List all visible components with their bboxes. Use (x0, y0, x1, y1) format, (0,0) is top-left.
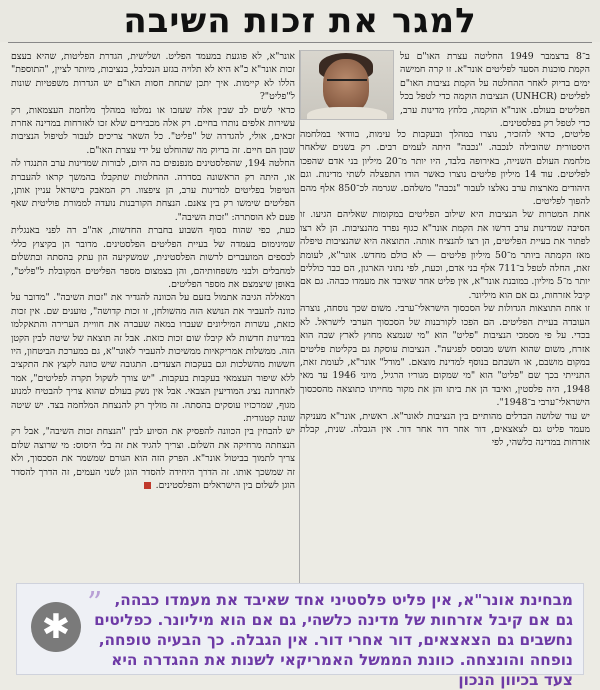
left-last-paragraph: יש להבחין בין הכוונה להפסיק את הסיוע לבין "הנצחת זכות השיבה", אבל רק הנצחתה מרחיקה את השלום. וצריך להגיד את זה בלי היסוס: מי שרוצה שלום צריך לתמוך בביטול אונר"א. הפרק הזה הוא הגורם שמשמר את הסכסוך, ולא זה שמשכך אותו. זה הדרך היחידה להסדר הוגן לשני העמים, זה הדרך להסדר הוגן לשלום בין הישראלים והפלסטינים. (11, 426, 295, 491)
asterisk-badge-icon (31, 602, 81, 652)
article-right-body (300, 128, 590, 450)
right-paragraph: פליטים, כדאי להזכיר, נוצרו במהלך ובעקבות כל עימות, בוודאי במלחמה היסטורית שהובילה לנכבה. "נכבה" היתה לעמים רבים. רק בשנים שלאחר מלחמת העולם השנייה, באירופה בלבד, היו יותר מ־20 מיליון בני אדם שהפכו לפליטים. עוד 14 מיליון פליטים נוצרו כאשר הודו התפצלה לשתי מדינות. וגם היהודים מארצות ערב נאלצו לעבור "נכבה" משלהם. שגרמה לכ־850 אלף מהם להפוך לפליטים. (300, 129, 590, 208)
author-shirt (307, 107, 387, 120)
left-paragraph (11, 425, 295, 492)
headline-rule (8, 42, 592, 43)
left-paragraph: כדאי לשים לב שבין אלה שעזבו או נמלטו במהלך מלחמת העצמאות, רק עשירות אלפים נותרו בחיים. רק אלה מכבירים שלא זכו לאזרחות במדינה אחרת זכאים, אולי, להגדרה של "פליט". כל השאר צריכים לעבור לטיפול הנציבות שבון הם חיים. זה בדיוק מה שהוחלט על ידי עצרת האו"ם. (11, 104, 295, 156)
right-paragraph: יש עוד שלושה הבדלים מהותיים בין הנציבות לאונר"א. ראשית, אונר"א מעניקה מעמד פליט גם לצאצאים, דור אחר דור אחר דור. אין הגבלה. שנית, קבלת אזרחות במדינה כלשהי, לפי (300, 410, 590, 449)
asterisk-icon: ✱ (41, 607, 71, 647)
right-paragraph: אחת המטרות של הנציבות היא שילוב הפליטים במקומות שאליהם הגיעו. זו הסיבה שמדינות ערב דרשו את הקמת אונר"א כגוף נפרד מהנציבות. הן לא רצו לפתור את בעיית הפליטים, הן רצו להנציח אותה. התוצאה היא שהנציבות טיפלה מאז הקמתה ביותר מ־50 מיליון פליטים — לא כולם מחדש. אונר"א, לעומת זאת, החלה לטפל ב־711 אלף בני אדם, וכעת, לפי נתוני הארגון, הם כבר כוללים יותר מ־5 מיליון. במובנת אונר"א, אין פליט אחד שאיבד את מעמדו כבהה. גם אם קיבל אזרחות, גם אם הוא מיליונר. (300, 209, 590, 301)
left-paragraph: החלטה 194, שהפלסטינים מנפנפים בה היום, לבורות שמדינות ערב התנגדו לה או, היתה רק הראשונה בסדרה. ההחלטות שתקבלו בהמשך קראו להעברת הטיפול בפליטים למדינות ערב, הן ציפצוו. רק המאבק בישראל עניין אותן, הפליטים שימשו רק בין צאנם. הנצחת הקורבנות נועדה לממורת פוליטית שאף פעם לא הוסתרה: "זכות השיבה". (11, 158, 295, 223)
left-paragraph: אונר"א, לא פוגעת במעמד הפליט. ושלישית, הגדרת הפליטות, שהיא בעצם זכות אונר"א כ"א היא לא תלויה בגזע הנכלבל, בנציבות, מיותר לציין, "התוספת" הללו לא קיימות. איך יתכן שתחת חסות האו"ם יש הגדרות משפטיות שונות ל"פליט"? (11, 51, 295, 103)
pull-quote-box (16, 583, 584, 689)
article-intro (400, 50, 590, 130)
end-mark-icon (144, 482, 151, 489)
pull-quote-text: מבחינת אונר"א, אין פליט פלסטיני אחד שאיבד את מעמדו כבהה, גם אם קיבל אזרחות של מדינה כלשהי, גם אם הוא מיליונר. כפליטים נחשבים גם הצאצאים, דור אחרי דור. אין הגבלה. כך הבעיה טופחה, נופחה והונצחה. כוונת הממשל האמריקאי לשנות את ההגדרה היא צעד בכיוון הנכון (94, 591, 573, 689)
quote-mark-icon: ” (87, 586, 103, 621)
left-paragraph: רמאללה הגיבה אתמול בזעם על הכוונה להגדיר את "זכות השיבה". "מדובר על כוונה להעביר את הנושא הזה מהשולחן, זו זכות קדושה", טוענים שם. אין זכות כזאת, עשרות המיליונים שעברו במאה שעברה את חוויית הערירה והתאקלמו במדינות חדשות לא קיבלו שום זכות כזאת. אבל זה תוצאה של שיטה לבין הקטן הזה. ממשלות אמריקאיות ממשיכות להעביר לאונר"א, גם במערכת הביטחון, היו חששות מהשלכות וגם בעקבות הצעדים. התגובה שיש כוונה לקצץ את התקציב ללא שיפור העצמאי בעקבות בעקבות. "יש צורך לשקול תקרה לפליטים", אמר לאחרונה נציג המודיעין הצבאי. אבל אין נשק בעולם שהוא צריך להבטיח למנוע מגוף, שמרכזיו עוסקים בהסתה. זה מוליך רק להנצחת המלחמה בצד. יש שיטה שונה קטגורית. (11, 292, 295, 424)
headline: למגר את זכות השיבה (0, 0, 600, 42)
right-paragraph: זו אחת התוצאות הגדולות של הסכסוך הישראלי־ערבי. משום שכך נוסחה, נוצרה העובדה בעיית הפליטים. הם הפכו לקורבנות של הסכסוך הערבי לישראל. לא בכדי. על פי מסמכי הנציבות "פליט" הוא "מי שנמצא מחוץ לארץ שבה הוא אזרח, משום שהוא חשש מבוסס לפגיעה". הנציבות עוסקת גם בקליטת פליטים במקום מושבם, או השבתם בנוסף למדינת מוצאם. "מודל" אונר"א, לעומת זאת, התנייתי בכך שם "פליט" הוא "מי שמקום מגוריו הרגיל, מיוני 1946 עד מאי 1948, היה פלסטין, ואיבד הן את ביתו והן את מקור מחייתו כתוצאה מהסכסוך הישראלי־ערבי ב־1948". (300, 303, 590, 409)
article-column-left (11, 50, 295, 608)
intro-paragraph: ב־8 בדצמבר 1949 החליטה עצרת האו"ם על הקמת סוכנות הסעד לפליטים אונר"א. זו קרה חמישה ימים בדיוק לאחר ההחלטה על הקמת נציבות האו"ם לפליטים (UNHCR) הנציבות הוקמה כדי לטפל בכל הפליטים בעולם. אונר"א הוקמה, בלחץ מדינות ערב, כדי לטפל רק בפלסטינים. (400, 51, 590, 130)
article-column-right (300, 50, 590, 608)
author-glasses (327, 79, 367, 89)
left-paragraph: כעת, כפי שהוח בסוף השבוע בחברת החדשות, אה"ב רה לפני באנגלית שמינימום בעמדה של בעיית הפליטים הפלסטינים. מדובר הן בקיצוץ כללי לכספים המועברים לרשות הפלסטינית, שמשקיעה הון עתק בהסתה ובתשלום למחבלים ולבני משפחותיהם, והן בצמצום מספר הפליטים המקובלת ל"פליט", באופן שיצמצם את מספר הפליטים. (11, 225, 295, 290)
author-photo (300, 50, 394, 120)
